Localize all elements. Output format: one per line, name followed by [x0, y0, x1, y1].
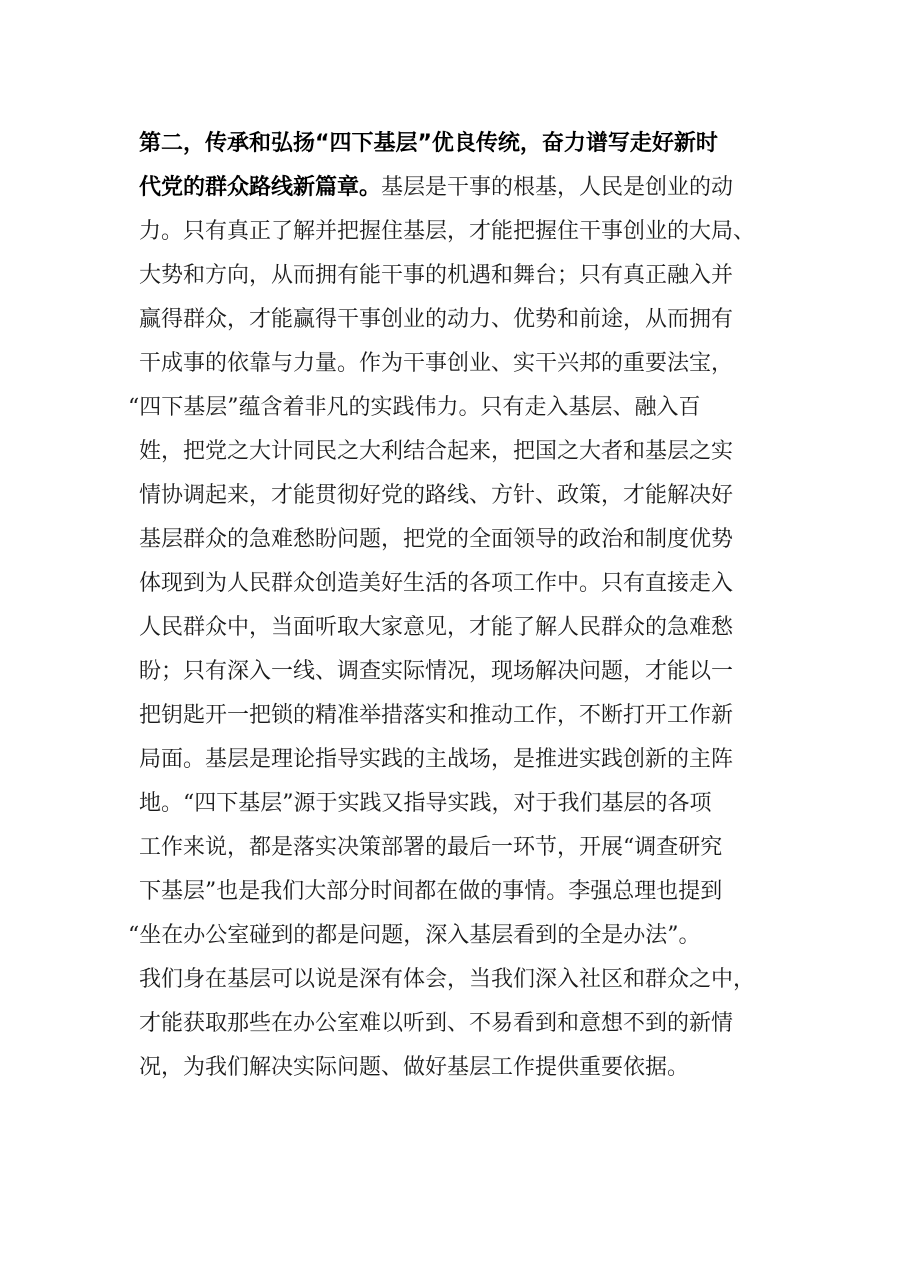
- text-line: 盼；只有深入一线、调查实际情况，现场解决问题，才能以一: [139, 659, 734, 684]
- bold-heading-text: 代党的群众路线新篇章。: [139, 175, 382, 200]
- text-line: 情协调起来，才能贯彻好党的路线、方针、政策，才能解决好: [139, 483, 734, 508]
- text-line: 力。只有真正了解并把握住基层，才能把握住干事创业的大局、: [139, 219, 756, 244]
- text-line: 把钥匙开一把锁的精准举措落实和推动工作，不断打开工作新: [139, 703, 734, 728]
- text-line: [139, 124, 718, 164]
- body-text: 基层是干事的根基，人民是创业的动: [381, 175, 734, 200]
- text-line: 干成事的依靠与力量。作为干事创业、实干兴邦的重要法宝，: [139, 351, 734, 376]
- text-line: “坐在办公室碰到的都是问题，深入基层看到的全是办法”。: [128, 923, 701, 948]
- bold-heading-text: 第二，传承和弘扬“四下基层”优良传统，奋力谱写走好新时: [139, 131, 718, 156]
- text-line: “四下基层”蕴含着非凡的实践伟力。只有走入基层、融入百: [128, 395, 701, 420]
- text-line: 人民群众中，当面听取大家意见，才能了解人民群众的急难愁: [139, 615, 734, 640]
- text-line: 况，为我们解决实际问题、做好基层工作提供重要依据。: [139, 1055, 690, 1080]
- text-line: 姓，把党之大计同民之大利结合起来，把国之大者和基层之实: [139, 439, 734, 464]
- text-line: 赢得群众，才能赢得干事创业的动力、优势和前途，从而拥有: [139, 307, 734, 332]
- text-line: [139, 168, 733, 208]
- text-line: 大势和方向，从而拥有能干事的机遇和舞台；只有真正融入并: [139, 263, 734, 288]
- text-line: 体现到为人民群众创造美好生活的各项工作中。只有直接走入: [139, 571, 734, 596]
- text-line: 工作来说，都是落实决策部署的最后一环节，开展“调查研究: [139, 835, 723, 860]
- text-line: 我们身在基层可以说是深有体会，当我们深入社区和群众之中，: [139, 967, 756, 992]
- text-line: 地。“四下基层”源于实践又指导实践，对于我们基层的各项: [139, 791, 712, 816]
- text-line: 下基层”也是我们大部分时间都在做的事情。李强总理也提到: [139, 879, 723, 904]
- text-line: 基层群众的急难愁盼问题，把党的全面领导的政治和制度优势: [139, 527, 734, 552]
- text-line: 局面。基层是理论指导实践的主战场，是推进实践创新的主阵: [139, 747, 734, 772]
- text-line: 才能获取那些在办公室难以听到、不易看到和意想不到的新情: [139, 1011, 734, 1036]
